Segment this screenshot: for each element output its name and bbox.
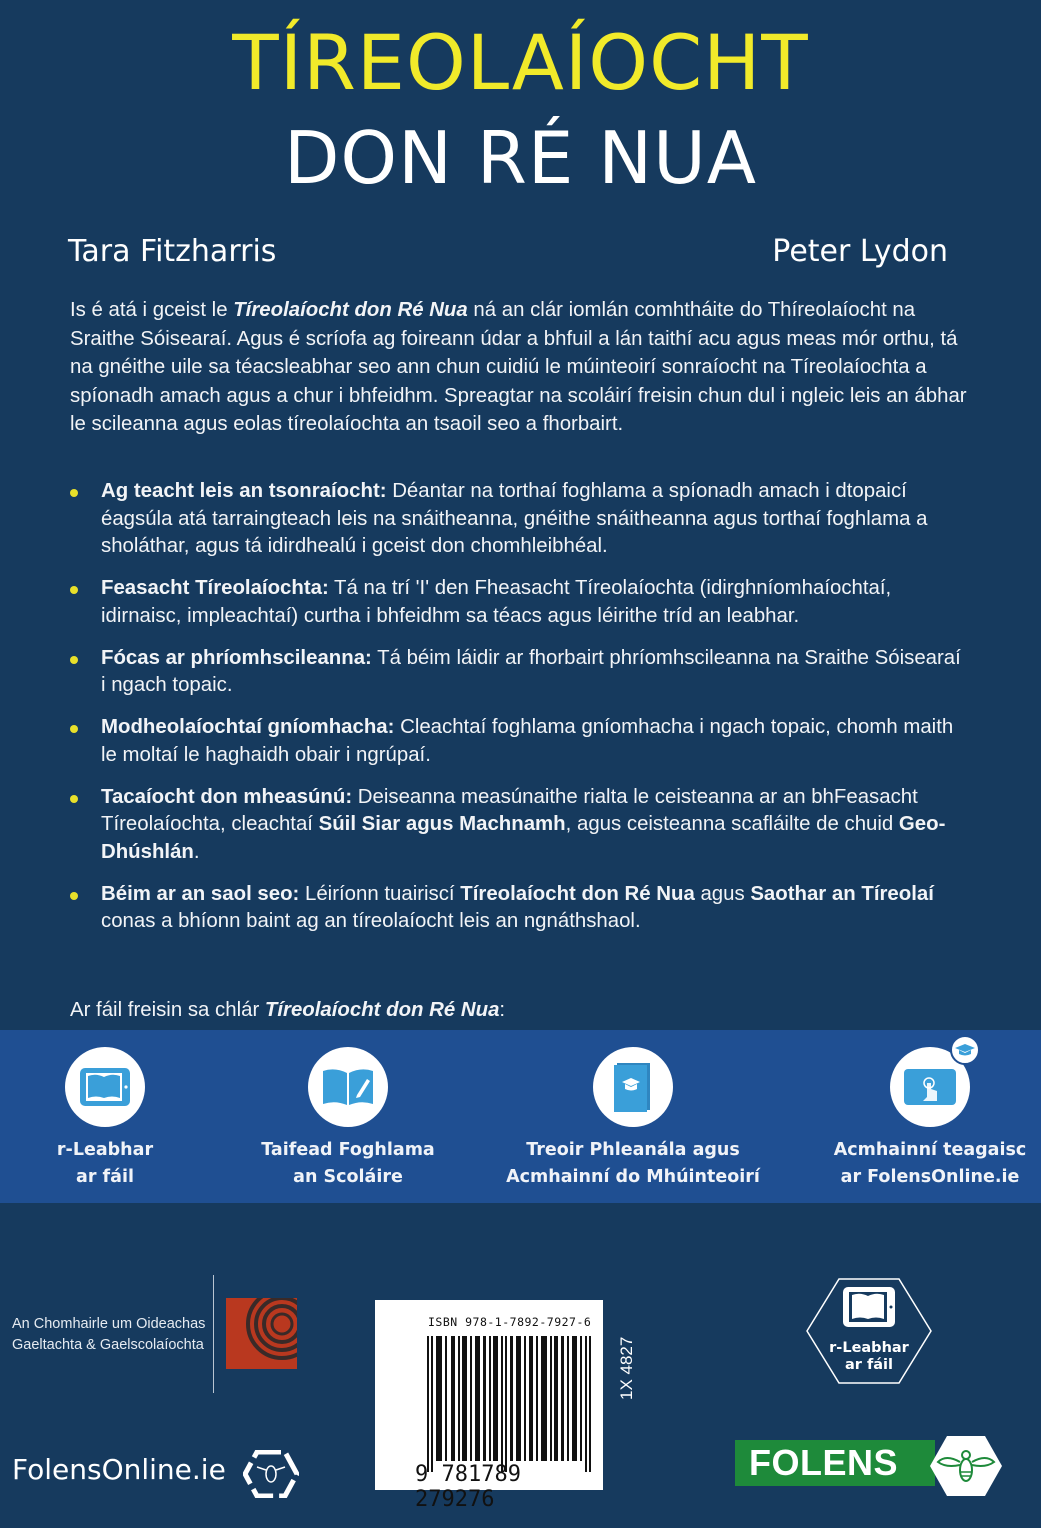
feature-learning-record [218, 1030, 478, 1191]
available-title: Tíreolaíocht don Ré Nua [264, 999, 500, 1021]
feature-teacher-guide [503, 1030, 763, 1191]
website-link[interactable]: FolensOnline.ie [12, 1453, 226, 1486]
feature-online-resources [800, 1030, 1041, 1191]
book-subtitle: DON RÉ NUA [283, 116, 758, 200]
bullet-heading: Modheolaíochtaí gníomhacha: [101, 716, 395, 738]
bullet-item [70, 784, 970, 867]
folens-logo [735, 1440, 935, 1486]
ebook-available-badge [805, 1277, 933, 1389]
bullet-text: , agus ceisteanna scafláilte de chuid [565, 813, 899, 835]
bullet-text: Tá na trí 'I' den Fheasacht Tíreolaíochta (idirghníomhaíochtaí, idirnaisc, impleachtaí) curtha i bhfeidhm sa téacs agus léirithe tríd an leabhar. [101, 577, 892, 627]
intro-text-b: ná an clár iomlán comhtháite do Thíreolaíocht na Sraithe Sóisearaí. Agus é scríofa ag foireann údar a bhfuil a lán taithí acu agus meas mór orthu, tá na gnéithe uile sa téacsleabhar seo ann chun cuidiú le múinteoirí sonraíocht na Tíreolaíochta a spíonadh amach agus a chur i bhfeidhm. Spreagtar na scoláirí freisin chun dul i ngleic leis an ábhar le scileanna agus eolas tíreolaíochta an tsaoil seo a fhorbairt. [70, 299, 967, 436]
bullet-dot-icon [70, 586, 78, 594]
council-line1: An Chomhairle um Oideachas [12, 1316, 206, 1332]
bullet-heading: Fócas ar phríomhscileanna: [101, 646, 372, 669]
bullet-item [70, 575, 970, 630]
bullet-text: Cleachtaí foghlama gníomhacha i ngach topaic, chomh maith le moltaí le haghaidh obair i ngrúpaí. [101, 716, 954, 766]
feature-label-line1: Treoir Phleanála agus [526, 1140, 740, 1160]
feature-label-line2: ar fáil [76, 1167, 134, 1187]
bullet-item [70, 645, 970, 700]
bullet-heading: Ag teacht leis an tsonraíocht: [101, 480, 387, 502]
bullet-dot-icon [70, 795, 78, 803]
barcode-bars-icon [427, 1336, 607, 1472]
footer-divider [213, 1275, 214, 1393]
council-line2: Gaeltachta & Gaelscolaíochta [12, 1337, 204, 1353]
bullet-text: Tá béim láidir ar fhorbairt phríomhscileanna na Sraithe Sóisearaí i ngach topaic. [101, 646, 961, 696]
bullet-text: Déantar na torthaí foghlama a spíonadh amach i dtopaicí éagsúla atá tarraingteach leis na snáitheanna, gnéithe snáitheanna agus torthaí foghlama a sholáthar, agus tá idirdhealú i gceist don chomhleibhéal. [101, 480, 928, 557]
bullet-text: . [193, 840, 200, 863]
bullet-bold: Saothar an Tíreolaí [750, 882, 934, 905]
available-also-line [70, 996, 505, 1024]
intro-text-a: Is é atá i gceist le [70, 299, 234, 321]
resources-band [0, 1030, 1041, 1203]
intro-paragraph [70, 296, 970, 439]
bullet-dot-icon [70, 892, 78, 900]
publisher-name: FOLENS [749, 1442, 899, 1483]
barcode-number: 9 781789 279276 [415, 1462, 521, 1512]
badge-line2: ar fáil [844, 1357, 894, 1373]
tablet-book-icon [65, 1047, 145, 1127]
bullet-bold: Súil Siar agus Machnamh [318, 813, 566, 835]
bullet-item [70, 478, 970, 561]
intro-book-title: Tíreolaíocht don Ré Nua [233, 299, 468, 321]
price-code: 1X 4827 [617, 1336, 636, 1400]
bullet-dot-icon [70, 725, 78, 733]
bullet-item [70, 881, 970, 936]
graduation-cap-icon [950, 1035, 980, 1065]
available-prefix: Ar fáil freisin sa chlár [70, 999, 265, 1021]
bullet-text: Léiríonn tuairiscí [299, 882, 461, 905]
bullet-item [70, 714, 970, 769]
bullet-dot-icon [70, 489, 78, 497]
bullet-text: conas a bhíonn baint ag an tíreolaíocht leis an ngnáthshaol. [101, 910, 641, 932]
feature-bullet-list [70, 478, 970, 950]
folens-bee-icon [928, 1434, 1004, 1498]
bullet-heading: Béim ar an saol seo: [101, 882, 300, 905]
author-1: Tara Fitzharris [68, 234, 277, 269]
feature-ebook [0, 1030, 235, 1191]
teacher-guide-icon [593, 1047, 673, 1127]
bee-hexagon-icon [243, 1450, 299, 1498]
bullet-text: agus [694, 882, 751, 905]
feature-label-line2: an Scoláire [293, 1167, 403, 1187]
bullet-bold: Geo-Dhúshlán [101, 813, 946, 863]
bullet-bold: Tíreolaíocht don Ré Nua [460, 882, 695, 905]
feature-label-line2: Acmhainní do Mhúinteoirí [506, 1167, 760, 1187]
bullet-heading: Feasacht Tíreolaíochta: [101, 577, 329, 599]
bullet-heading: Tacaíocht don mheasúnú: [101, 785, 353, 808]
feature-label-line1: r-Leabhar [56, 1140, 154, 1160]
tablet-touch-icon [890, 1047, 970, 1127]
book-pencil-icon [308, 1047, 388, 1127]
cogg-logo-icon [226, 1298, 297, 1369]
barcode [375, 1300, 603, 1512]
feature-label-line1: Acmhainní teagaisc [833, 1140, 1027, 1160]
council-name [12, 1314, 205, 1356]
book-title: TÍREOLAÍOCHT [232, 18, 809, 107]
feature-label-line1: Taifead Foghlama [261, 1140, 435, 1160]
isbn-label: ISBN 978-1-7892-7927-6 [428, 1315, 592, 1329]
bullet-dot-icon [70, 656, 78, 664]
author-2: Peter Lydon [772, 234, 948, 269]
bullet-text: Deiseanna measúnaithe rialta le ceisteanna ar an bhFeasacht Tíreolaíochta, cleachtaí [101, 785, 918, 835]
feature-label-line2: ar FolensOnline.ie [840, 1167, 1020, 1187]
available-suffix: : [499, 999, 506, 1021]
badge-line1: r-Leabhar [829, 1340, 909, 1356]
